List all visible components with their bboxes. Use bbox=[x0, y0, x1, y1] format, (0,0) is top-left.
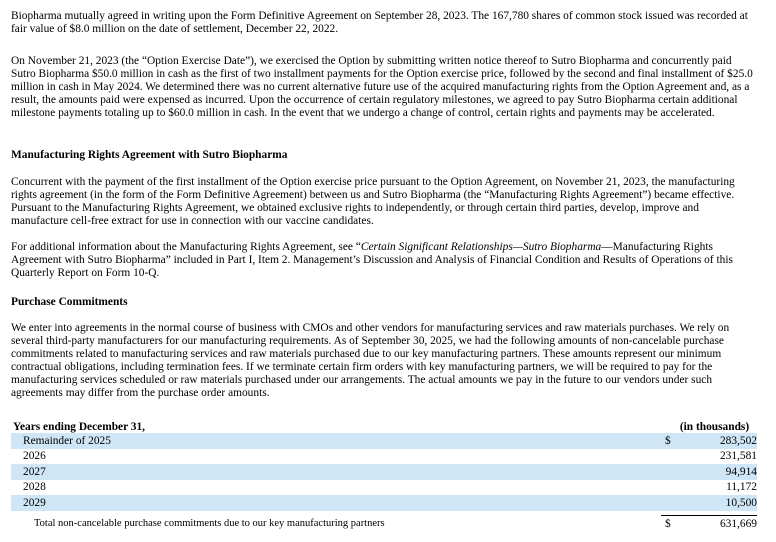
row-label: 2026 bbox=[23, 450, 46, 462]
row-label: Remainder of 2025 bbox=[23, 434, 111, 447]
table-total-row bbox=[11, 515, 757, 535]
paragraph-additional-info-a: For additional information about the Manufacturing Rights Agreement, see “ bbox=[11, 241, 361, 253]
row-label: 2027 bbox=[23, 465, 46, 478]
table-header bbox=[11, 419, 757, 433]
table-row bbox=[11, 495, 757, 511]
paragraph-purchase-commitments: We enter into agreements in the normal course of business with CMOs and other vendors for manufacturing services and raw materials purchases. We rely on several third-party manufacturers for our manufacturing requirements. As of September 30, 2025, we had the following amounts of non-cancelable purchase commitments related to manufacturing services and raw materials purchased due to our key manufacturing partners. These amounts represent our minimum contractual obligations, including termination fees. If we terminate certain firm orders with key manufacturing partners, we will be required to pay for the manufacturing services scheduled or raw materials purchased under our arrangements. The actual amounts we pay in the future to our vendors under such agreements may differ from the purchase order amounts. bbox=[11, 322, 730, 399]
row-label: 2029 bbox=[23, 496, 46, 509]
table-header-units: (in thousands) bbox=[679, 421, 750, 433]
total-value: 631,669 bbox=[719, 517, 757, 530]
row-label: 2028 bbox=[23, 481, 46, 493]
table-row bbox=[11, 464, 757, 480]
paragraph-option-exercise: On November 21, 2023 (the “Option Exercise Date”), we exercised the Option by submitting written notice thereof to Sutro Biopharma and concurrently paid Sutro Biopharma $50.0 million in cash as the first of two installment payments for the Option exercise price, followed by the second and final installment of $25.0 million in cash in May 2024. We determined there was no current alternative future use of the acquired manufacturing rights from the Option Agreement and, as a result, the amounts paid were expensed as incurred. Upon the occurrence of certain regulatory milestones, we agreed to pay Sutro Biopharma certain additional milestone payments totaling up to $60.0 million in cash. In the event that we undergo a change of control, certain rights and payments may be accelerated. bbox=[11, 55, 753, 119]
table-header-years: Years ending December 31, bbox=[13, 421, 146, 433]
paragraph-manufacturing-rights: Concurrent with the payment of the first installment of the Option exercise price pursuant to the Option Agreement, on November 21, 2023, the manufacturing rights agreement (in the form of the Form Definitive Agreement) between us and Sutro Biopharma (the “Manufacturing Rights Agreement”) became effective. Pursuant to the Manufacturing Rights Agreement, we obtained exclusive rights to independently, or through certain third parties, develop, improve and manufacture cell-free extract for use in connection with our vaccine candidates. bbox=[11, 176, 735, 227]
total-currency: $ bbox=[665, 517, 671, 530]
row-value: 11,172 bbox=[726, 481, 757, 493]
total-label: Total non-cancelable purchase commitments due to our key manufacturing partners bbox=[34, 517, 385, 529]
row-value: 10,500 bbox=[725, 496, 757, 509]
heading-manufacturing-rights: Manufacturing Rights Agreement with Sutro Biopharma bbox=[11, 149, 288, 161]
paragraph-additional-info bbox=[11, 241, 757, 280]
table-row bbox=[11, 480, 757, 496]
row-currency: $ bbox=[665, 434, 671, 447]
paragraph-settlement: Biopharma mutually agreed in writing upon the Form Definitive Agreement on September 28, 2023. The 167,780 shares of common stock issued was recorded at fair value of $8.0 million on the date of settlement, December 22, 2022. bbox=[11, 10, 748, 35]
table-row bbox=[11, 433, 757, 449]
total-rule bbox=[661, 515, 757, 516]
row-value: 231,581 bbox=[719, 450, 757, 462]
commitments-table bbox=[11, 419, 757, 535]
paragraph-additional-info-b: —Manufacturing Rights Agreement with Sutro Biopharma” included in Part I, Item 2. Management’s Discussion and Analysis of Financial Condition and Results of Operations of this Quarterly Report on Form 10-Q. bbox=[11, 241, 733, 279]
heading-purchase-commitments: Purchase Commitments bbox=[11, 296, 128, 308]
paragraph-additional-info-italic: Certain Significant Relationships—Sutro Biopharma bbox=[360, 241, 602, 253]
table-row bbox=[11, 449, 757, 465]
row-value: 94,914 bbox=[725, 465, 757, 478]
row-value: 283,502 bbox=[719, 434, 757, 447]
